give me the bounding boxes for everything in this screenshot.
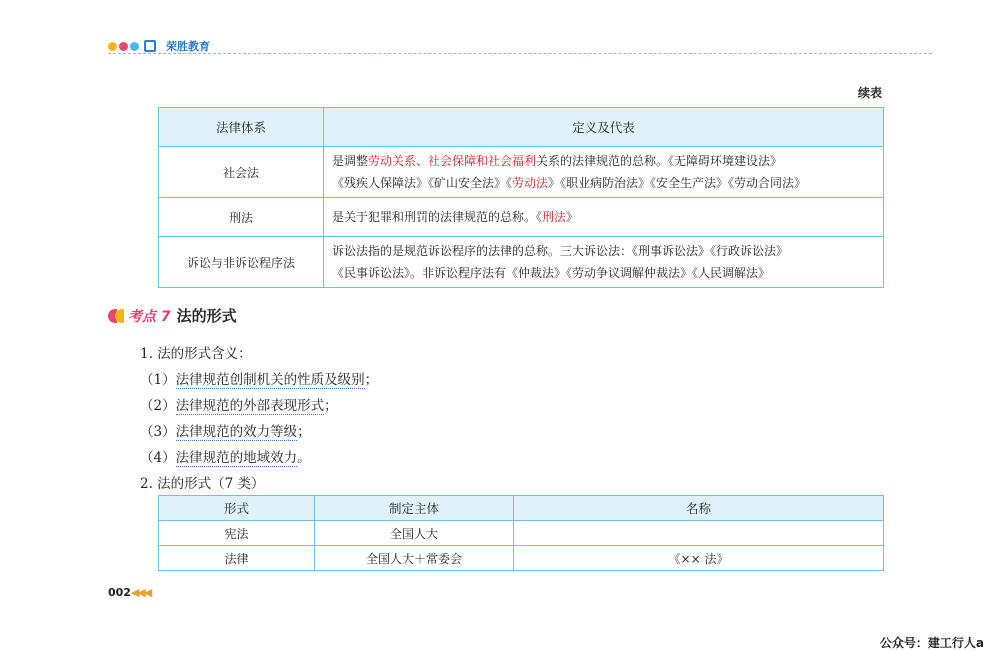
law-name-cell: 刑法 <box>159 198 324 237</box>
paragraph: 1. 法的形式含义： <box>140 346 252 362</box>
item-text: 法律规范的效力等级 <box>175 424 298 440</box>
item-punct: ； <box>364 372 379 388</box>
definition-cell <box>324 147 884 198</box>
text-span: 是关于犯罪和刑罚的法律规范的总称。《 <box>332 210 543 224</box>
column-header: 形式 <box>159 496 315 521</box>
list-item <box>140 367 378 393</box>
column-header: 名称 <box>514 496 884 521</box>
table-row <box>159 237 884 288</box>
list-item <box>140 445 378 471</box>
table-cell: 宪法 <box>159 521 315 546</box>
highlight-text: 刑法 <box>542 210 567 224</box>
law-name-cell: 社会法 <box>159 147 324 198</box>
definition-line <box>332 150 875 172</box>
section-heading <box>108 305 237 326</box>
item-number: （4） <box>140 450 176 466</box>
item-punct: ； <box>324 398 338 414</box>
table-row <box>159 521 884 546</box>
brand-logo <box>108 40 156 52</box>
table-cell: 法律 <box>159 546 315 571</box>
highlight-text: 劳动关系、社会保障和社会福利 <box>368 154 537 168</box>
header-divider <box>108 53 932 54</box>
table-row <box>159 546 884 571</box>
item-text: 法律规范的外部表现形式 <box>175 398 325 414</box>
item-punct: 。 <box>297 450 311 466</box>
logo-dot <box>130 42 139 51</box>
table-header-row <box>159 496 884 521</box>
section-marker-icon <box>108 309 122 323</box>
arrow-icon: ◀◀◀ <box>130 586 151 599</box>
definition-line <box>332 172 875 194</box>
section-body <box>140 341 378 497</box>
continued-label: 续表 <box>857 86 882 100</box>
table-row <box>159 198 884 237</box>
paragraph: 2. 法的形式（7 类） <box>140 476 265 492</box>
text-span: 关系的法律规范的总称。《无障碍环境建设法》 <box>536 154 783 168</box>
highlight-text: 劳动法 <box>512 176 549 190</box>
table-cell: 全国人大＋常委会 <box>315 546 514 571</box>
page-header <box>108 38 932 60</box>
text-span: 是调整 <box>332 154 369 168</box>
page-number-text: 002 <box>108 586 131 599</box>
law-name-cell: 诉讼与非诉讼程序法 <box>159 237 324 288</box>
list-item <box>140 393 378 419</box>
table-row <box>159 147 884 198</box>
logo-mark-icon <box>144 40 156 52</box>
text-span: 《残疾人保障法》《矿山安全法》《 <box>332 176 513 190</box>
section-label: 考点 7 <box>128 308 171 325</box>
footer-watermark: 公众号：建工行人a <box>879 636 984 650</box>
item-number: （1） <box>140 372 176 388</box>
definition-cell <box>324 198 884 237</box>
law-system-table <box>158 107 884 288</box>
page-number <box>108 586 150 599</box>
definition-line: 诉讼法指的是规范诉讼程序的法律的总称。三大诉讼法：《刑事诉讼法》《行政诉讼法》 <box>332 244 789 258</box>
table-cell: 全国人大 <box>315 521 514 546</box>
table-cell: 《×× 法》 <box>514 546 884 571</box>
item-punct: ； <box>297 424 311 440</box>
text-span: 》《职业病防治法》《安全生产法》《劳动合同法》 <box>548 176 807 190</box>
column-header: 法律体系 <box>159 108 324 147</box>
logo-dot <box>119 42 128 51</box>
law-forms-table <box>158 495 884 571</box>
brand-name: 荣胜教育 <box>166 40 210 53</box>
list-item <box>140 419 378 445</box>
item-text: 法律规范的地域效力 <box>175 450 298 466</box>
text-span: 》 <box>566 210 579 224</box>
item-number: （2） <box>140 398 176 414</box>
item-number: （3） <box>140 424 176 440</box>
table-cell <box>514 521 884 546</box>
definition-line: 《民事诉讼法》。非诉讼程序法有《仲裁法》《劳动争议调解仲裁法》《人民调解法》 <box>332 266 771 280</box>
item-text: 法律规范创制机关的性质及级别 <box>175 372 365 388</box>
section-title: 法的形式 <box>176 307 237 325</box>
definition-line <box>332 206 875 228</box>
column-header: 定义及代表 <box>324 108 884 147</box>
definition-cell <box>324 237 884 288</box>
logo-dot <box>108 42 117 51</box>
table-header-row <box>159 108 884 147</box>
column-header: 制定主体 <box>315 496 514 521</box>
